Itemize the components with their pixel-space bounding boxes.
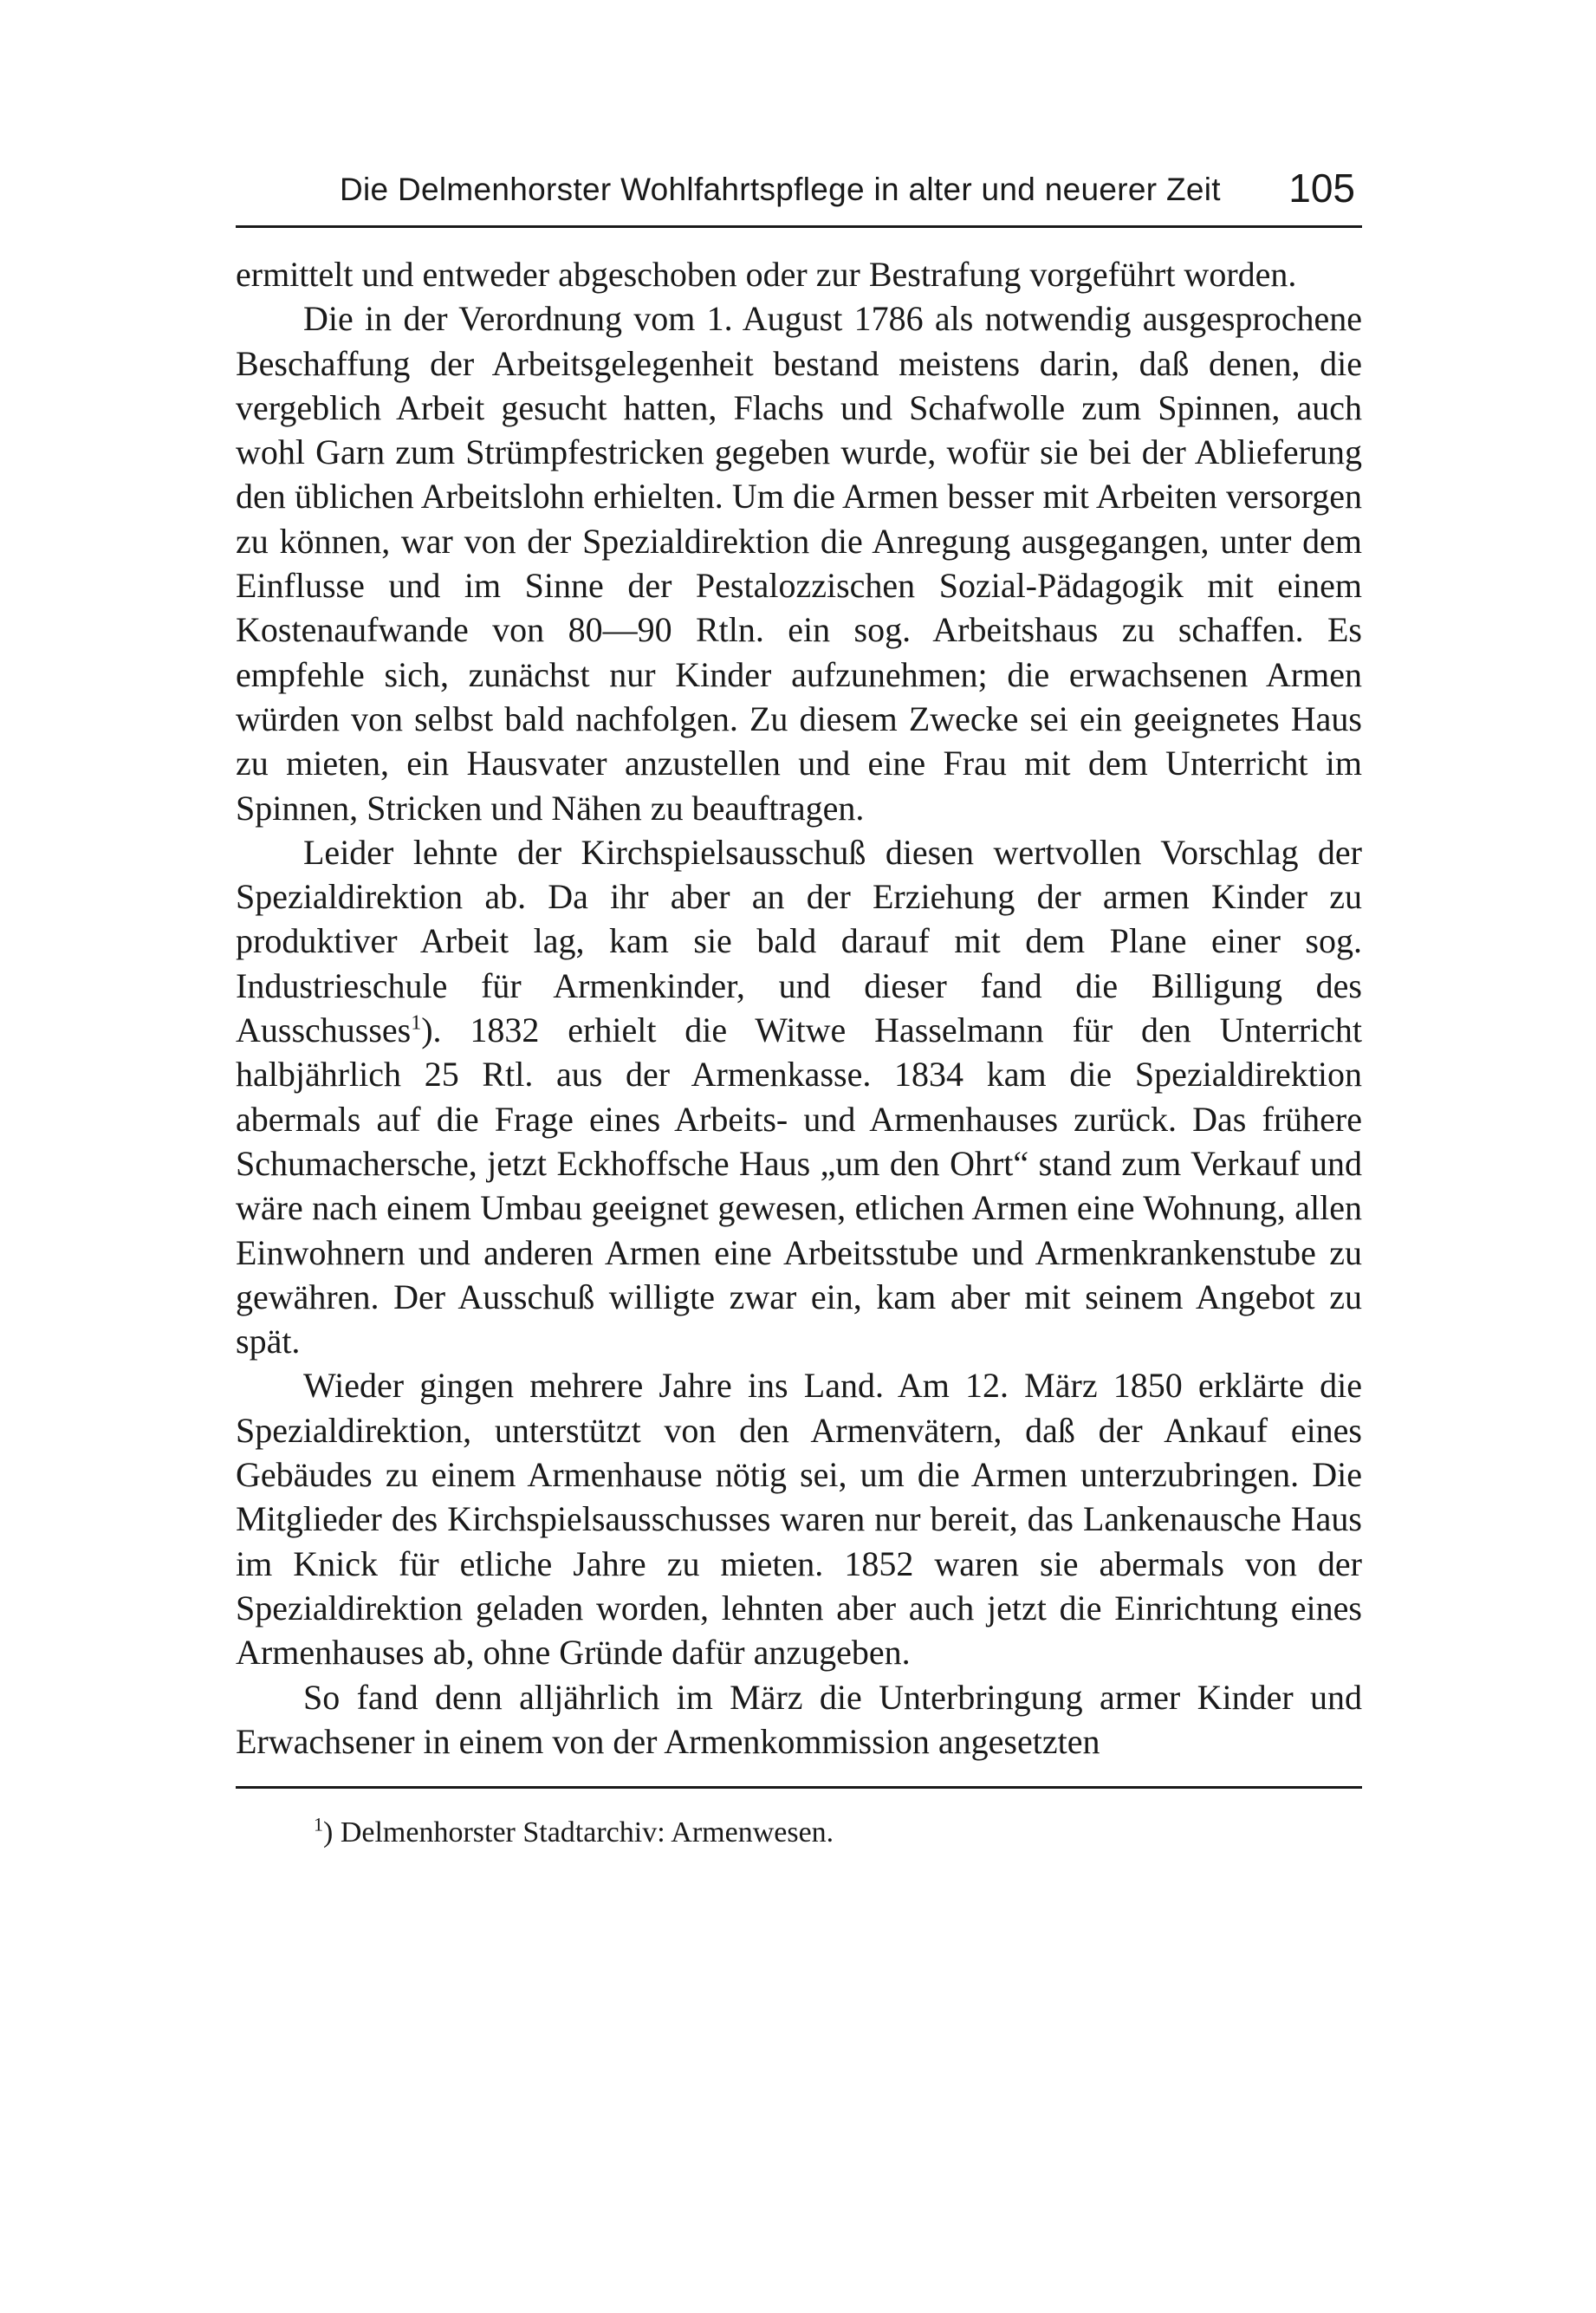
body-text bbox=[236, 252, 1362, 1764]
footnote-reference: 1 bbox=[411, 1011, 422, 1035]
paragraph: Wieder gingen mehrere Jahre ins Land. Am 12. März 1850 erklärte die Spezialdirektion, unterstützt von den Armenvätern, daß der Ankauf eines Gebäudes zu einem Armenhause nötig sei, um die Armen unterzubringen. Die Mitglieder des Kirchspielsausschusses waren nur bereit, das Lankenausche Haus im Knick für etliche Jahre zu mieten. 1852 waren sie abermals von der Spezialdirektion geladen worden, lehnten aber auch jetzt die Einrichtung eines Armenhauses ab, ohne Gründe dafür anzugeben. bbox=[236, 1366, 1362, 1673]
book-page bbox=[236, 165, 1362, 1851]
footnote-marker: 1 bbox=[314, 1813, 323, 1835]
paragraph-continuation: ermittelt und entweder abgeschoben oder zur Bestrafung vorgeführt worden. bbox=[236, 255, 1297, 294]
page-number: 105 bbox=[1288, 166, 1355, 211]
running-title: Die Delmenhorster Wohlfahrtspflege in alter und neuerer Zeit bbox=[340, 172, 1221, 207]
paragraph: So fand denn alljährlich im März die Unterbringung armer Kinder und Erwachsener in einem von der Armenkommission angesetzten bbox=[236, 1677, 1362, 1761]
page-header bbox=[236, 165, 1362, 228]
paragraph-text: Leider lehnte der Kirchspielsausschuß diesen wertvollen Vorschlag der Spezialdirektion ab. Da ihr aber an der Erziehung der armen Kinder zu produktiver Arbeit lag, kam sie bald darauf mit dem Plane einer sog. Industrieschule für Armenkinder, und dieser fand die Billigung des Ausschusses bbox=[236, 832, 1362, 1050]
paragraph-with-footnote bbox=[236, 830, 1362, 1364]
paragraph-text: ). 1832 erhielt die Witwe Hasselmann für den Unterricht halbjährlich 25 Rtl. aus der Armenkasse. 1834 kam die Spezialdirektion abermals auf die Frage eines Arbeits- und Armenhauses zurück. Das frühere Schumachersche, jetzt Eckhoffsche Haus „um den Ohrt“ stand zum Verkauf und wäre nach einem Umbau geeignet gewesen, etlichen Armen eine Wohnung, allen Einwohnern und anderen Armen eine Arbeitsstube und Armenkrankenstube zu gewähren. Der Ausschuß willigte zwar ein, kam aber mit seinem Angebot zu spät. bbox=[236, 1010, 1362, 1361]
footnote bbox=[236, 1815, 1362, 1851]
paragraph: Die in der Verordnung vom 1. August 1786 als notwendig ausgesprochene Beschaffung der Arbeitsgelegenheit bestand meistens darin, daß denen, die vergeblich Arbeit gesucht hatten, Flachs und Schafwolle zum Spinnen, auch wohl Garn zum Strümpfestricken gegeben wurde, wofür sie bei der Ablieferung den üblichen Arbeitslohn erhielten. Um die Armen besser mit Arbeiten versorgen zu können, war von der Spezialdirektion die Anregung ausgegangen, unter dem Einflusse und im Sinne der Pestalozzischen Sozial-Pädagogik mit einem Kostenaufwande von 80—90 Rtln. ein sog. Arbeitshaus zu schaffen. Es empfehle sich, zunächst nur Kinder aufzunehmen; die erwachsenen Armen würden von selbst bald nachfolgen. Zu diesem Zwecke sei ein geeignetes Haus zu mieten, ein Hausvater anzustellen und eine Frau mit dem Unterricht im Spinnen, Stricken und Nähen zu beauftragen. bbox=[236, 299, 1362, 828]
footnote-divider bbox=[236, 1786, 1362, 1789]
footnote-text: ) Delmenhorster Stadtarchiv: Armenwesen. bbox=[323, 1816, 834, 1849]
